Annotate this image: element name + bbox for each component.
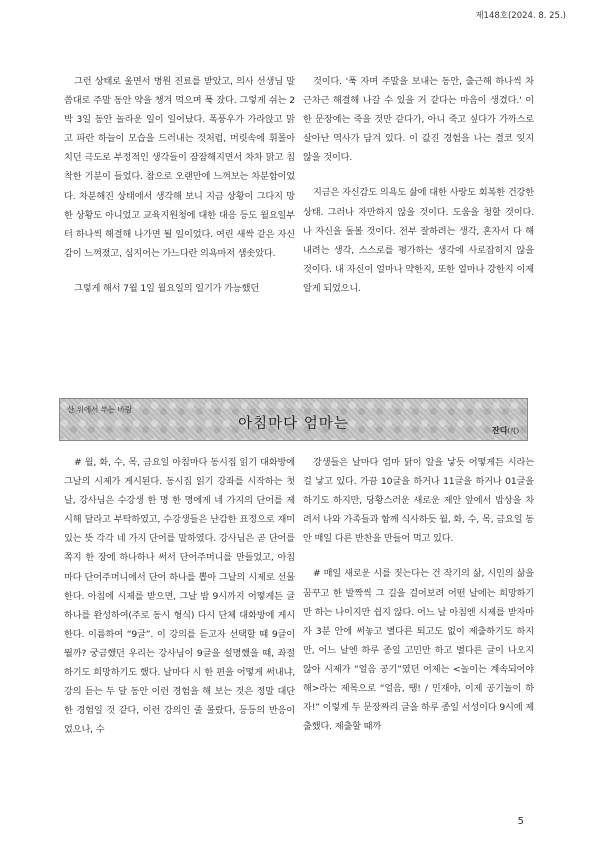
issue-number: 제148호(2024. 8. 25.) bbox=[475, 11, 566, 21]
author-hanja: (芃) bbox=[507, 427, 519, 435]
author-name: 잔디 bbox=[491, 426, 508, 435]
paragraph: 것이다. '푹 자며 주말을 보내는 동안, 출근해 하나씩 차근차근 해결해 나갈 수 있을 거 같다는 마음이 생겼다.' 이 한 문장에는 죽을 것만 같다가, 아니 죽고 싶다가 가까스로 살아난 역사가 담겨 있다. 이 값진 경험을 나는 결코 잊지 않을 것이다. bbox=[303, 76, 534, 164]
section-kicker: 산 위에서 부는 바람 bbox=[67, 405, 133, 414]
paragraph: 그렇게 해서 7월 1일 월요일의 일기가 가능했던 bbox=[74, 282, 260, 294]
paragraph: # 매일 새로운 시를 짓는다는 건 작기의 삶, 시인의 삶을 꿈꾸고 한 발짝씩 그 길을 걸어보려 어떤 날에는 희망하기만 하는 나이지만 쉽지 않다. 어느 날 아침엔 시제를 받자마자 3분 안에 써놓고 별다른 퇴고도 없이 제출하기도 하지만, 어느 날엔 하루 종일 고민만 하고 별다른 글이 나오지 않아 시제가 “얼음 공기”였던 어제는 <놀이는 계속되어야 해>라는 제목으로 “얼음, 땡! / 민재야, 이제 공기놀이 하자!” 이렇게 두 문장짜리 글을 하루 종일 서성이다 9시에 제출했다. 제출할 때까 bbox=[303, 568, 534, 733]
page-number: 5 bbox=[517, 816, 524, 827]
section-banner bbox=[59, 398, 528, 441]
article-column-top-left bbox=[64, 72, 295, 298]
paragraph: 지금은 자신감도 의욕도 삶에 대한 사랑도 회복한 건강한 상태. 그러나 자만하지 않을 것이다. 도움을 청할 것이다. 나 자신을 돌볼 것이다. 전부 잘하려는 생각, 혼자서 다 해내려는 생각, 스스로를 평가하는 생각에 사로잡히지 않을 것이다. 내 자신이 얼마나 약한지, 또한 얼마나 강한지 이제 알게 되었으니. bbox=[303, 187, 534, 294]
article-column-bottom-right bbox=[303, 453, 534, 736]
article-author bbox=[492, 425, 519, 436]
article-column-bottom-left bbox=[64, 453, 295, 739]
paragraph: 강생들은 날마다 엄마 닭이 알을 낳듯 어떻게든 시라는 걸 낳고 있다. 가끔 10글을 하거나 11글을 하거나 01글을 하기도 하지만, 당황스러운 새로운 제안 앞에서 밥상을 차려서 나와 가족들과 함께 식사하듯 월, 화, 수, 목, 금요일 동안 매일 다른 반찬을 만들어 먹고 있다. bbox=[303, 457, 534, 545]
paragraph: # 월, 화, 수, 목, 금요일 아침마다 동시집 읽기 대화방에 그날의 시제가 게시된다. 동시집 읽기 강좌를 시작하는 첫 날, 강사님은 수강생 한 명 한 명에게 네 가지의 단어를 제시해 달라고 부탁하였고, 수강생들은 난감한 표정으로 재미있는 뜻 각각 네 가지 단어를 말하였다. 강사님은 곧 단어를 쪽지 한 장에 하나하나 써서 단어주머니를 만들었고, 아침마다 단어주머니에서 단어 하나를 뽑아 그날의 시제로 선물한다. 아침에 시제를 받으면, 그날 밤 9시까지 어떻게든 글 하나를 완성하여(주로 동시 형식) 다시 단체 대화방에 게시한다. 이름하여 “9글”. 이 강의를 듣고자 선택할 때 9글이 뭘까? 궁금했던 우리는 강사님이 9글을 설명했을 때, 좌절하기도 희망하기도 했다. 날마다 시 한 편을 어떻게 써내냐, 강의 듣는 두 달 동안 이런 경험을 해 보는 것은 정말 대단한 경험일 것 같다, 이런 강의인 줄 몰랐다, 등등의 반응이었으나, 수 bbox=[64, 457, 295, 736]
paragraph: 그런 상태로 울면서 병원 진료를 받았고, 의사 선생님 말씀대로 주말 동안 약을 챙겨 먹으며 푹 잤다. 그렇게 쉬는 2박 3일 동안 놀라운 일이 일어났다. 폭풍우가 가라앉고 맑고 파란 하늘이 모습을 드러내는 것처럼, 머릿속에 휘몰아치던 극도로 부정적인 생각들이 잠잠해지면서 차차 맑고 침착한 기분이 들었다. 참으로 오랜만에 느껴보는 차분함이었다. 차분해진 상태에서 생각해 보니 지금 상황이 그다지 망한 상황도 아니었고 교육지원청에 대한 대응 등도 월요일부터 하나씩 해결해 나가면 될 일이었다. 여린 새싹 같은 자신감이 느껴졌고, 심지어는 가느다란 의욕마저 샘솟았다. bbox=[64, 76, 295, 259]
article-title: 아침마다 엄마는 bbox=[238, 416, 349, 432]
article-column-top-right bbox=[303, 72, 534, 298]
